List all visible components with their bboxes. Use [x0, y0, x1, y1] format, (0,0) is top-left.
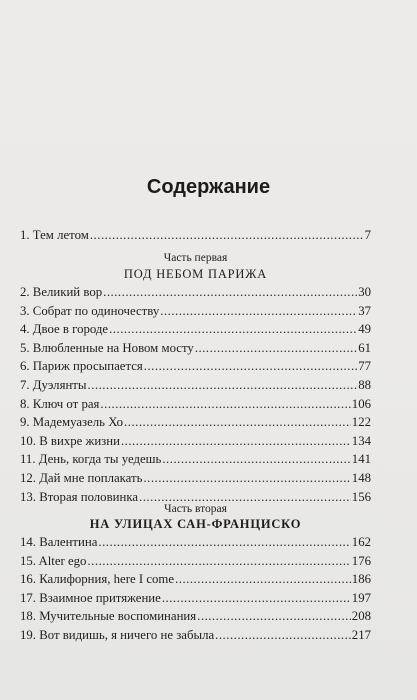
- toc-entry-page: 217: [351, 627, 371, 642]
- toc-entry-page: 186: [351, 572, 371, 587]
- toc-entry: [20, 607, 371, 626]
- toc-dot-leader: [162, 450, 350, 469]
- toc-entry-title: 7. Дуэлянты: [20, 377, 87, 392]
- toc-entry: [20, 552, 371, 571]
- part-title: ПОД НЕБОМ ПАРИЖА: [123, 267, 268, 281]
- toc-entry: [20, 376, 371, 395]
- toc-entry-page: 162: [351, 535, 371, 549]
- toc-entry-title: 6. Париж просыпается: [20, 359, 143, 374]
- toc-entry-title: 17. Взаимное притяжение: [20, 590, 161, 605]
- toc-entry: [20, 469, 371, 488]
- part-label: Часть вторая: [164, 503, 227, 515]
- toc-entry-page: 106: [351, 396, 371, 411]
- toc-entry-title: 3. Собрат по одиночеству: [20, 303, 160, 318]
- toc-entry: [20, 589, 371, 608]
- part-label: Часть первая: [163, 252, 228, 264]
- toc-entry-page: 156: [351, 489, 371, 504]
- toc-dot-leader: [90, 226, 364, 245]
- toc-entry: [20, 432, 371, 451]
- part-title: НА УЛИЦАХ САН-ФРАНЦИСКО: [89, 517, 302, 531]
- toc-dot-leader: [103, 283, 357, 302]
- toc-entry: [20, 283, 371, 302]
- toc-dot-leader: [144, 357, 357, 376]
- toc-dot-leader: [215, 626, 351, 645]
- toc-entry-title: 8. Ключ от рая: [20, 396, 100, 411]
- toc-dot-leader: [197, 607, 351, 626]
- toc-entry-page: 176: [351, 553, 371, 568]
- toc-dot-leader: [109, 320, 357, 339]
- toc-entry-page: 134: [351, 433, 371, 448]
- toc-entry-page: 141: [351, 452, 371, 467]
- toc-entry-page: 77: [358, 359, 371, 374]
- toc-entry-page: 122: [351, 415, 371, 430]
- toc-entry: [20, 450, 371, 469]
- toc-entry: [20, 533, 371, 552]
- bleed-through-text: [22, 58, 377, 178]
- toc-entry: [20, 226, 371, 245]
- toc-entry-page: 197: [351, 590, 371, 605]
- toc-entry-page: 30: [358, 285, 371, 299]
- toc-entry-title: 1. Тем летом: [20, 228, 89, 242]
- toc-intro: [20, 226, 371, 245]
- toc-dot-leader: [88, 376, 358, 395]
- toc-entry-page: 208: [351, 609, 371, 624]
- toc-dot-leader: [175, 570, 351, 589]
- toc-part-1: [20, 283, 371, 506]
- toc-entry: [20, 570, 371, 589]
- toc-dot-leader: [100, 395, 350, 414]
- toc-dot-leader: [162, 589, 351, 608]
- toc-dot-leader: [87, 552, 350, 571]
- toc-entry: [20, 339, 371, 358]
- toc-entry-page: 88: [358, 377, 371, 392]
- toc-dot-leader: [121, 432, 351, 451]
- toc-entry-page: 61: [358, 340, 371, 355]
- toc-entry-title: 11. День, когда ты уедешь: [20, 452, 162, 467]
- toc-entry-title: 15. Alter ego: [20, 553, 87, 568]
- toc-entry-page: 148: [351, 470, 371, 485]
- toc-entry: [20, 357, 371, 376]
- toc-dot-leader: [195, 339, 357, 358]
- toc-dot-leader: [124, 413, 351, 432]
- toc-entry-title: 19. Вот видишь, я ничего не забыла: [20, 627, 215, 642]
- toc-entry-title: 14. Валентина: [20, 535, 98, 549]
- toc-entry-title: 16. Калифорния, here I come: [20, 572, 175, 587]
- toc-entry: [20, 320, 371, 339]
- toc-entry-title: 18. Мучительные воспоминания: [20, 609, 197, 624]
- toc-entry: [20, 626, 371, 645]
- toc-entry-page: 49: [358, 322, 371, 337]
- toc-dot-leader: [98, 533, 350, 552]
- toc-dot-leader: [160, 302, 357, 321]
- toc-entry-title: 13. Вторая половинка: [20, 489, 139, 504]
- toc-entry: [20, 395, 371, 414]
- toc-entry-title: 4. Двое в городе: [20, 322, 109, 337]
- toc-part-2: [20, 533, 371, 645]
- page-title: Содержание: [146, 176, 271, 198]
- toc-entry: [20, 413, 371, 432]
- toc-entry-title: 9. Мадемуазель Хо: [20, 415, 124, 430]
- toc-entry-title: 2. Великий вор: [20, 285, 103, 299]
- toc-entry: [20, 302, 371, 321]
- toc-entry-page: 37: [358, 303, 371, 318]
- toc-entry-title: 10. В вихре жизни: [20, 433, 120, 448]
- toc-entry-title: 5. Влюбленные на Новом мосту: [20, 340, 194, 355]
- toc-entry-page: 7: [364, 228, 371, 242]
- toc-entry-title: 12. Дай мне поплакать: [20, 470, 143, 485]
- toc-dot-leader: [143, 469, 350, 488]
